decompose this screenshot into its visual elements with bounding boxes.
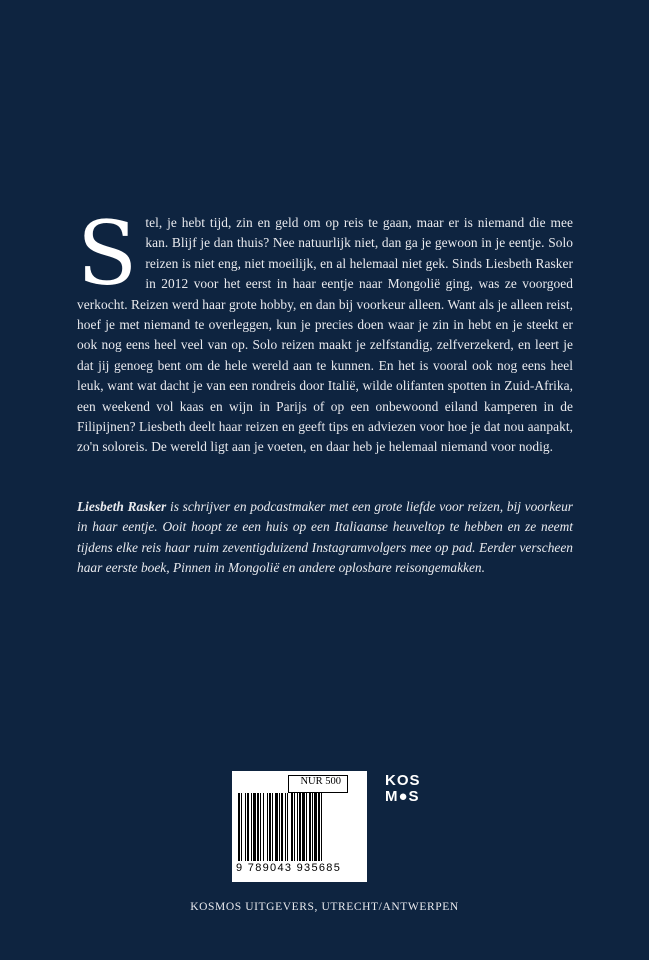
barcode-bar <box>275 793 278 861</box>
blurb-paragraph <box>77 202 573 458</box>
logo-line-1: KOS <box>385 772 421 789</box>
barcode-bar <box>253 793 256 861</box>
barcode-bar <box>269 793 271 861</box>
barcode-bar <box>309 793 311 861</box>
author-name: Liesbeth Rasker <box>77 499 167 514</box>
barcode-bar <box>287 793 288 861</box>
publisher-logo <box>385 773 433 805</box>
barcode-bars <box>236 793 364 861</box>
bio-text: is schrijver en podcastmaker met een grote liefde voor reizen, bij voorkeur in haar eentje. Ooit hoopt ze een huis op een Italiaanse heuveltop te hebben en ze neemt tijdens elke reis haar ruim zeventigduizend Instagramvolgers mee op pad. Eerder verscheen haar eerste boek, Pinnen in Mongolië en andere oplosbare reisongemakken. <box>77 499 574 575</box>
logo-line-2: M●S <box>385 788 420 805</box>
barcode-bar <box>291 793 293 861</box>
barcode-bar <box>297 793 298 861</box>
barcode-bar <box>321 793 322 861</box>
nur-code: NUR 500 <box>300 776 341 787</box>
barcode-bar <box>285 793 286 861</box>
publisher-imprint: KOSMOS UITGEVERS, UTRECHT/ANTWERPEN <box>190 901 459 913</box>
dropcap-letter: S <box>77 202 138 305</box>
barcode-bar <box>279 793 280 861</box>
barcode-bar <box>241 793 242 861</box>
barcode-bar <box>272 793 273 861</box>
barcode-bar <box>247 793 249 861</box>
barcode-bar <box>281 793 283 861</box>
barcode-bar <box>294 793 295 861</box>
barcode-bar <box>263 793 264 861</box>
blurb-text: tel, je hebt tijd, zin en geld om op reis te gaan, maar er is niemand die mee kan. Blijf je dan thuis? Nee natuurlijk niet, dan ga je gewoon in je eentje. Solo reizen is niet eng, niet moeilijk, en al helemaal niet gek. Sinds Liesbeth Rasker in 2012 voor het eerst in haar eentje naar Mongolië ging, was ze voorgoed verkocht. Reizen werd haar grote hobby, en dan bij voorkeur alleen. Want als je alleen reist, hoef je met niemand te overleggen, kun je precies doen waar je zin in hebt en je steekt er ook nog eens heel veel van op. Solo reizen maakt je zelfstandig, zelfverzekerd, en leert je dat jij genoeg bent om de hele wereld aan te kunnen. En het is vooral ook nog eens heel leuk, want wat dacht je van een rondreis door Italië, wilde olifanten spotten in Zuid-Afrika, een weekend vol kaas en wijn in Parijs of op een onbewoond eiland kamperen in de Filipijnen? Liesbeth deelt haar reizen en geeft tips en adviezen voor hoe je dat nou aanpakt, zo'n soloreis. De wereld ligt aan je voeten, en daar heb je helemaal niemand voor nodig. <box>77 215 573 455</box>
barcode-bar <box>257 793 259 861</box>
author-bio <box>77 497 573 578</box>
barcode-bar <box>245 793 246 861</box>
isbn-number: 9 789043 935685 <box>236 862 342 874</box>
barcode-bar <box>312 793 313 861</box>
barcode-bar <box>251 793 252 861</box>
barcode-bar <box>318 793 320 861</box>
barcode-bar <box>260 793 261 861</box>
barcode-bar <box>306 793 307 861</box>
barcode-bar <box>302 793 305 861</box>
barcode-bar <box>267 793 268 861</box>
barcode-bar <box>238 793 240 861</box>
barcode-bar <box>314 793 317 861</box>
barcode-bar <box>299 793 301 861</box>
